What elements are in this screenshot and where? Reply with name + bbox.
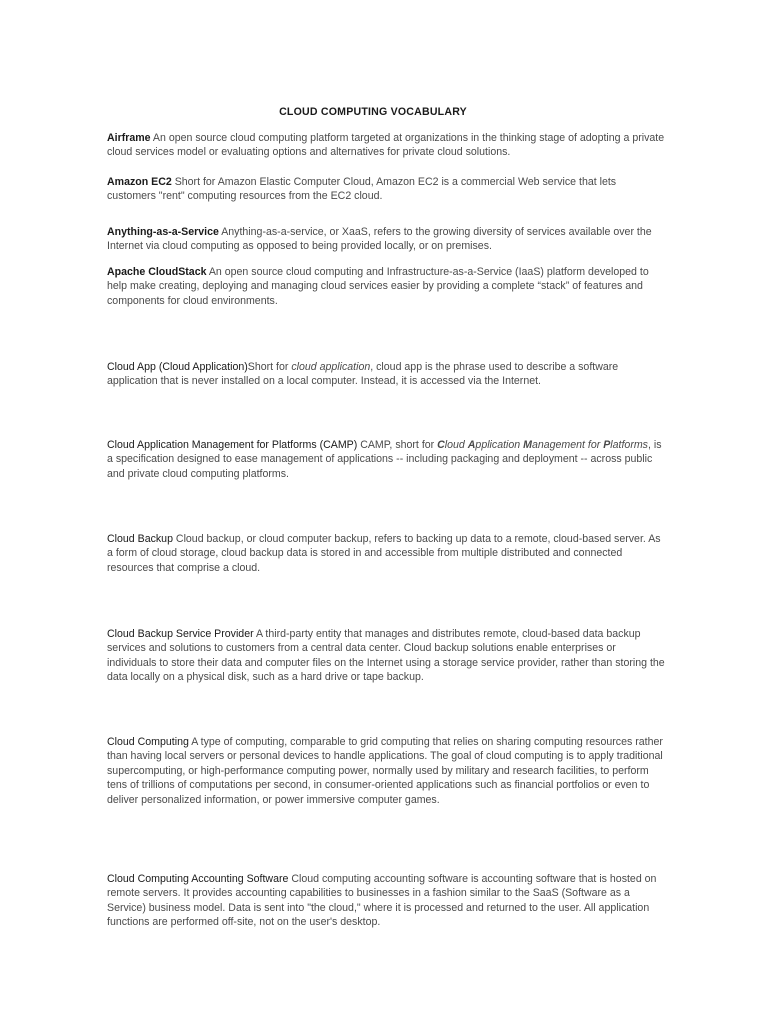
vocab-term: Cloud Computing [107,736,189,748]
vocab-entry-amazon-ec2 [107,175,667,204]
definition-italic-text: cloud application [291,361,371,373]
definition-italic-text: loud [444,439,468,451]
vocab-definition: Short for Amazon Elastic Computer Cloud, Amazon EC2 is a commercial Web service that lets customers "rent" computing resources from the EC2 cloud. [107,176,617,203]
vocab-definition: An open source cloud computing and Infrastructure-as-a-Service (IaaS) platform developed to help make creating, deploying and managing cloud services easier by providing a complete “stack” of features and components for cloud environments. [107,266,649,307]
vocab-term: Airframe [107,132,151,144]
vocab-entry-apache-cloudstack [107,265,667,308]
acronym-letter: P [603,439,611,451]
vocab-entry-cloud-backup-service-provider [107,627,667,685]
vocab-definition: A type of computing, comparable to grid computing that relies on sharing computing resources rather than having local servers or personal devices to handle applications. The goal of cloud computing is to apply traditional supercomputing, or high-performance computing power, normally used by military and research facilities, to perform tens of trillions of computations per second, in consumer-oriented applications such as financial portfolios or even to deliver personalized information, or power immersive computer games. [107,736,663,806]
vocab-definition: An open source cloud computing platform targeted at organizations in the thinking stage of adopting a private cloud services model or evaluating options and alternatives for private cloud solutions. [107,132,665,159]
definition-text: Short for [247,361,292,373]
vocab-entry-anything-as-a-service [107,225,667,254]
vocab-term: Anything-as-a-Service [107,226,219,238]
definition-italic-text: anagement for [531,439,604,451]
definition-text: , is a specification designed to ease management of applications -- including packaging and deployment -- across public and private cloud computing platforms. [107,439,662,480]
vocab-term: Cloud Application Management for Platforms (CAMP) [107,439,358,451]
vocab-definition: Anything-as-a-service, or XaaS, refers to the growing diversity of services available over the Internet via cloud computing as opposed to being provided locally, or on premises. [107,226,652,253]
vocab-term: Amazon EC2 [107,176,172,188]
definition-italic-text: latforms [610,439,648,451]
vocab-entry-cloud-app [107,360,667,389]
vocab-entry-airframe [107,131,667,160]
vocab-definition: A third-party entity that manages and distributes remote, cloud-based data backup services and solutions to customers from a central data center. Cloud backup solutions enable enterprises or individuals to store their data and computer files on the Internet using a storage service provider, rather than storing the data locally on a physical disk, such as a hard drive or tape backup. [107,628,665,684]
vocab-term: Apache CloudStack [107,266,207,278]
definition-text: , cloud app is the phrase used to describe a software application that is never installed on a local computer. Instead, it is accessed via the Internet. [107,361,619,388]
vocab-entry-cloud-computing-accounting-software [107,872,667,930]
vocab-term: Cloud Computing Accounting Software [107,873,289,885]
acronym-letter: M [523,439,532,451]
vocab-entry-camp [107,438,667,481]
vocab-entry-cloud-backup [107,532,667,575]
definition-italic-text: pplication [475,439,524,451]
vocab-entry-cloud-computing [107,735,667,807]
vocab-definition: Cloud backup, or cloud computer backup, refers to backing up data to a remote, cloud-based server. As a form of cloud storage, cloud backup data is stored in and accessible from multiple distributed and connected resources that comprise a cloud. [107,533,661,574]
vocab-term: Cloud Backup [107,533,173,545]
vocab-term: Cloud App (Cloud Application) [107,361,248,373]
vocab-term: Cloud Backup Service Provider [107,628,254,640]
vocab-definition: Cloud computing accounting software is accounting software that is hosted on remote servers. It provides accounting capabilities to businesses in a fashion similar to the SaaS (Software as a Service) business model. Data is sent into "the cloud," where it is processed and returned to the user. All application functions are performed off-site, not on the user's desktop. [107,873,657,929]
page-title: CLOUD COMPUTING VOCABULARY [279,106,467,118]
acronym-letter: C [437,439,445,451]
definition-text: CAMP, short for [357,439,438,451]
acronym-letter: A [467,439,476,451]
